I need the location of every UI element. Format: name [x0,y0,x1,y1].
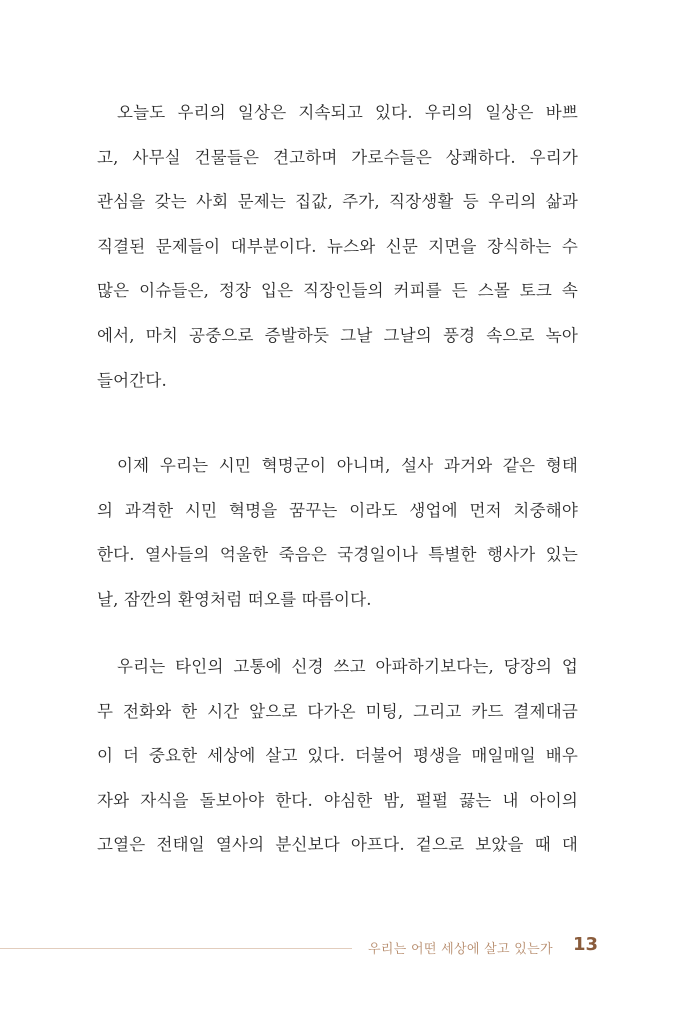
text-line: 한다. 열사들의 억울한 죽음은 국경일이나 특별한 행사가 있는 [97,545,578,565]
text-line: 고, 사무실 건물들은 견고하며 가로수들은 상쾌하다. 우리가 [97,147,578,167]
text-line: 무 전화와 한 시간 앞으로 다가온 미팅, 그리고 카드 결제대금 [97,701,578,721]
text-line: 많은 이슈들은, 정장 입은 직장인들의 커피를 든 스몰 토크 속 [97,281,578,301]
text-line: 이 더 중요한 세상에 살고 있다. 더불어 평생을 매일매일 배우 [97,746,578,766]
text-line: 고열은 전태일 열사의 분신보다 아프다. 겉으로 보았을 때 대 [97,835,578,855]
paragraph-2 [97,444,578,622]
paragraph-1 [97,91,578,403]
text-line: 오늘도 우리의 일상은 지속되고 있다. 우리의 일상은 바쁘 [117,103,578,122]
page-number: 13 [573,934,599,955]
text-line: 들어간다. [97,370,168,390]
text-line: 날, 잠깐의 환영처럼 떠오를 따름이다. [97,589,372,609]
running-title: 우리는 어떤 세상에 살고 있는가 [368,942,553,957]
text-line: 자와 자식을 돌보아야 한다. 야심한 밤, 펄펄 끓는 내 아이의 [97,790,578,810]
text-line: 직결된 문제들이 대부분이다. 뉴스와 신문 지면을 장식하는 수 [97,236,578,256]
text-line: 의 과격한 시민 혁명을 꿈꾸는 이라도 생업에 먼저 치중해야 [97,500,578,520]
text-line: 에서, 마치 공중으로 증발하듯 그날 그날의 풍경 속으로 녹아 [97,325,578,345]
text-line: 우리는 타인의 고통에 신경 쓰고 아파하기보다는, 당장의 업 [117,657,578,676]
text-line: 관심을 갖는 사회 문제는 집값, 주가, 직장생활 등 우리의 삶과 [97,192,578,212]
paragraph-3 [97,645,578,868]
footer-divider [0,948,352,949]
text-line: 이제 우리는 시민 혁명군이 아니며, 설사 과거와 같은 형태 [117,456,578,475]
